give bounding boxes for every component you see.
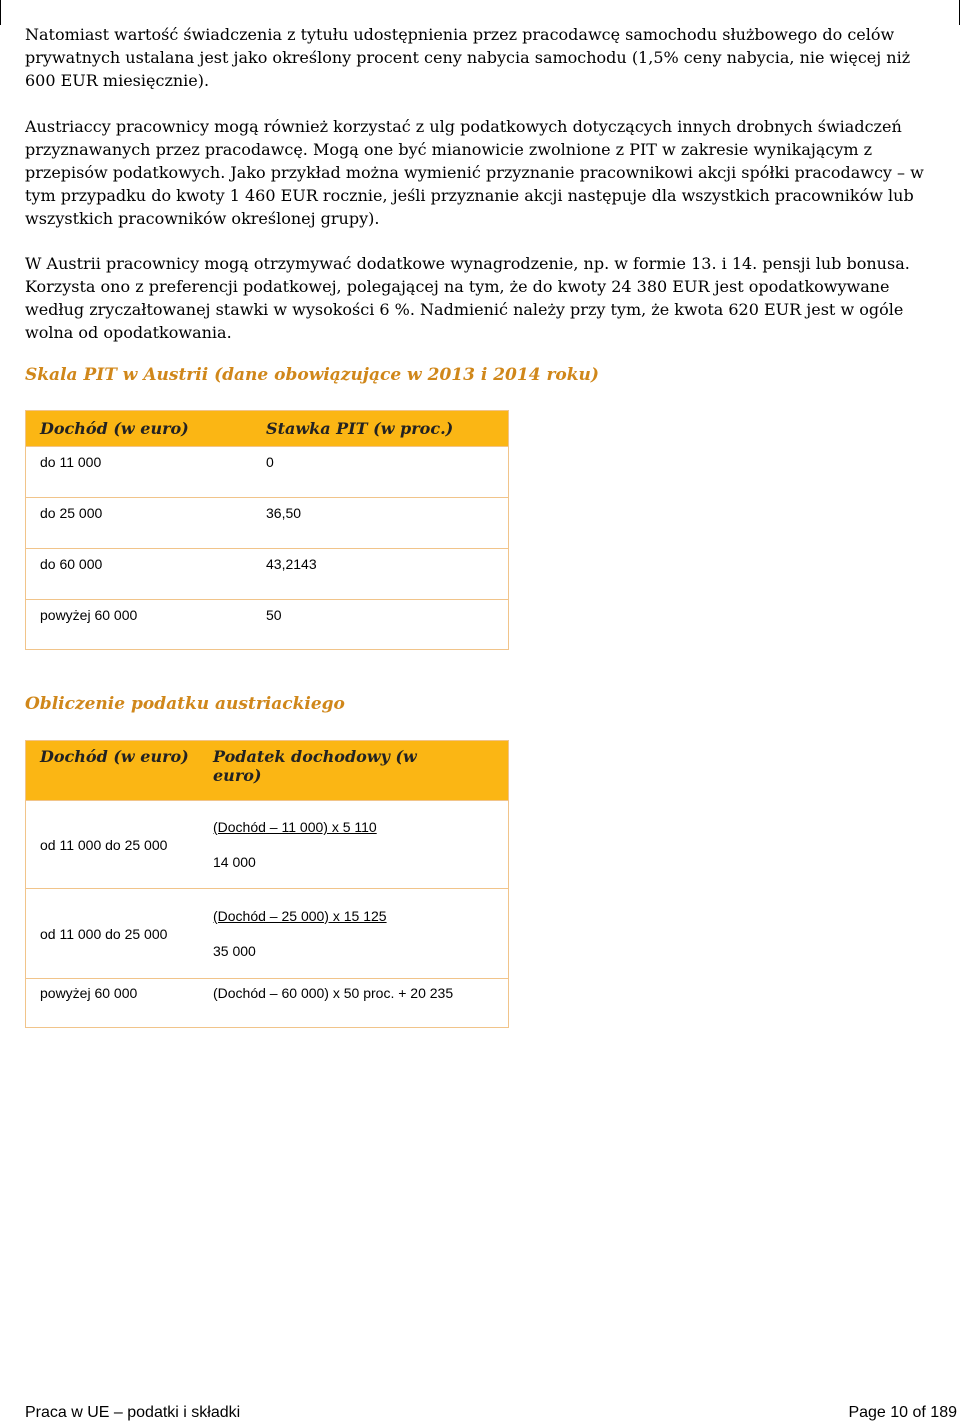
income-cell: od 11 000 do 25 000 [26,801,214,889]
table-row [26,600,509,650]
table-row [26,979,509,1028]
paragraph-tax-reliefs: Austriaccy pracownicy mogą również korzystać z ulg podatkowych dotyczących innych drobnych świadczeń przyznawanych przez pracodawcę. Mogą one być mianowicie zwolnione z PIT w zakresie wynikającym z przepisów podatkowych. Jako przykład można wymienić przyznanie pracownikowi akcji spółki pracodawcy – w tym przypadku do kwoty 1 460 EUR rocznie, jeśli przyznanie akcji następuje dla wszystkich pracowników lub wszystkich pracowników określonej grupy). [25,117,924,228]
page-corner-mark-left [0,0,1,25]
rate-cell: 43,2143 [266,549,508,600]
footer-document-title: Praca w UE – podatki i składki [25,1404,241,1421]
formula-divisor: 35 000 [213,943,256,959]
income-cell: powyżej 60 000 [26,600,267,650]
table-row [26,447,509,498]
formula-divisor: 14 000 [213,854,256,870]
column-header-income: Dochód (w euro) [26,741,214,801]
pit-scale-table [25,410,509,650]
table-row [26,549,509,600]
tax-formula-cell: (Dochód – 60 000) x 50 proc. + 20 235 [213,979,509,1028]
formula-numerator: (Dochód – 11 000) x 5 110 [213,819,377,835]
formula-numerator: (Dochód – 25 000) x 15 125 [213,908,387,924]
income-cell: od 11 000 do 25 000 [26,889,214,979]
table-header-row [26,411,509,447]
paragraph-company-car: Natomiast wartość świadczenia z tytułu udostępnienia przez pracodawcę samochodu służbowego do celów prywatnych ustalana jest jako określony procent ceny nabycia samochodu (1,5% ceny nabycia, nie więcej niż 600 EUR miesięcznie). [25,25,911,90]
income-cell: do 60 000 [26,549,267,600]
income-cell: do 25 000 [26,498,267,549]
table-row [26,498,509,549]
footer-page-number: Page 10 of 189 [848,1404,957,1421]
table-header-row [26,741,509,801]
table2-title: Obliczenie podatku austriackiego [25,694,345,714]
rate-cell: 50 [266,600,508,650]
paragraph-additional-pay: W Austrii pracownicy mogą otrzymywać dodatkowe wynagrodzenie, np. w formie 13. i 14. pensji lub bonusa. Korzysta ono z preferencji podatkowej, polegającej na tym, że do kwoty 24 380 EUR jest opodatkowywane według zryczałtowanej stawki w wysokości 6 %. Nadmienić należy przy tym, że kwota 620 EUR jest w ogóle wolna od opodatkowania. [25,254,910,342]
income-cell: do 11 000 [26,447,267,498]
tax-calculation-table [25,740,509,1028]
tax-formula-cell [213,801,509,889]
column-header-rate: Stawka PIT (w proc.) [266,411,508,447]
rate-cell: 36,50 [266,498,508,549]
table1-title: Skala PIT w Austrii (dane obowiązujące w 2013 i 2014 roku) [25,365,599,385]
column-header-tax: Podatek dochodowy (w euro) [213,741,509,801]
table-row [26,801,509,889]
table-row [26,889,509,979]
income-cell: powyżej 60 000 [26,979,214,1028]
tax-formula-cell [213,889,509,979]
column-header-income: Dochód (w euro) [26,411,267,447]
rate-cell: 0 [266,447,508,498]
